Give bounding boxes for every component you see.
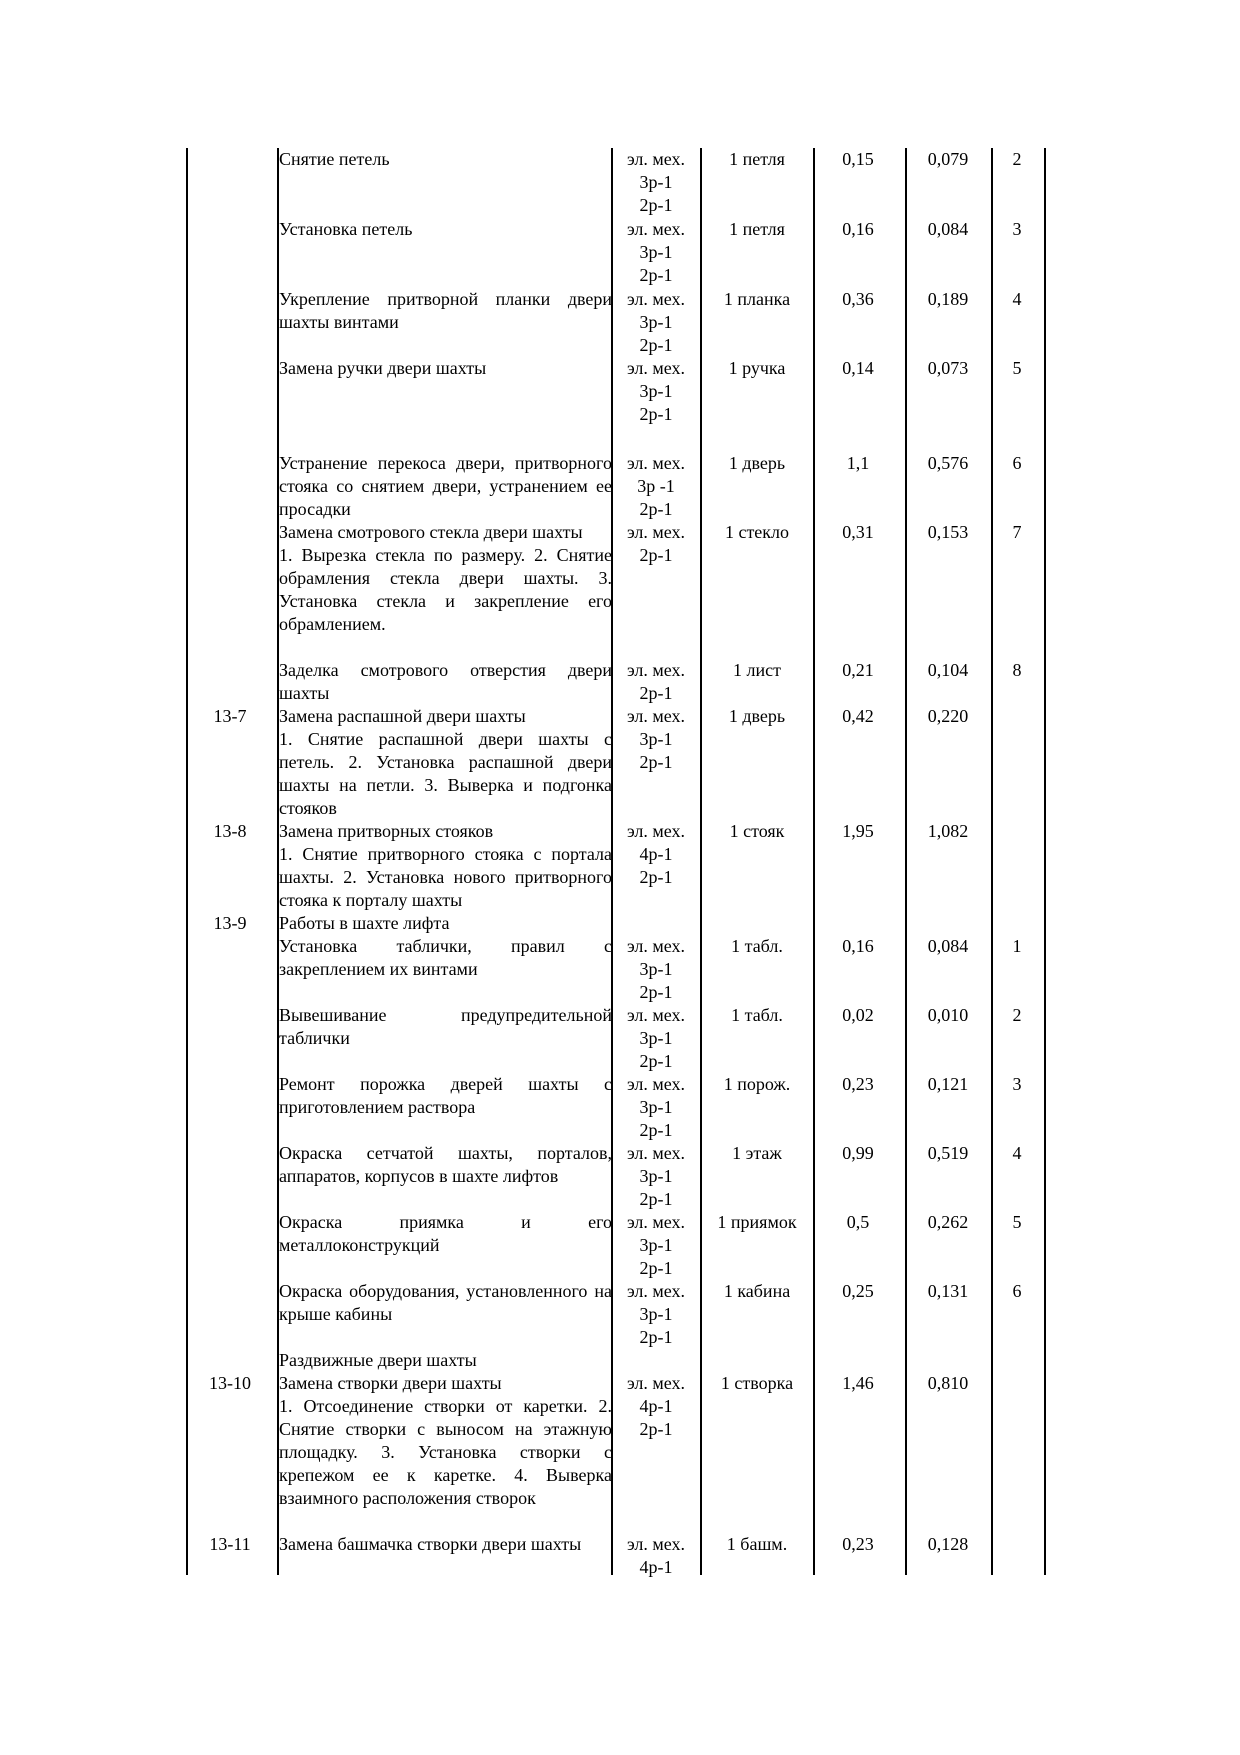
unit-of-measure: 1 планка [723, 289, 791, 309]
labor-norm-secondary: 0,121 [927, 1074, 969, 1094]
labor-norm: 1,46 [842, 1373, 874, 1393]
item-code: 13-7 [213, 706, 247, 726]
work-description: Ремонт порожка дверей шахты с приготовлением раствора [279, 1074, 612, 1117]
unit-of-measure: 1 дверь [728, 453, 786, 473]
labor-norm: 0,16 [842, 219, 874, 239]
labor-norm: 0,42 [842, 706, 874, 726]
unit-of-measure: 1 порож. [723, 1074, 791, 1094]
work-description: Замена смотрового стекла двери шахты 1. Вырезка стекла по размеру. 2. Снятие обрамления стекла двери шахты. 3. Установка стекла и закрепление его обрамлением. [279, 522, 612, 634]
labor-norm: 0,25 [842, 1281, 874, 1301]
work-description: Замена башмачка створки двери шахты [279, 1534, 582, 1554]
item-index: 1 [1012, 936, 1022, 956]
item-index: 8 [1012, 660, 1022, 680]
crew-composition: эл. мех. 4р-1 2р-1 [626, 821, 686, 887]
crew-composition: эл. мех. 3р-1 2р-1 [626, 289, 686, 355]
section-heading: Раздвижные двери шахты [279, 1350, 477, 1370]
unit-of-measure: 1 приямок [717, 1212, 797, 1232]
labor-norm-secondary: 0,084 [927, 936, 969, 956]
work-description: Окраска оборудования, установленного на крыше кабины [279, 1281, 612, 1324]
item-index: 6 [1012, 453, 1022, 473]
crew-composition: эл. мех. 3р-1 2р-1 [626, 1143, 686, 1209]
work-description: Окраска приямка и его металлоконструкций [279, 1212, 612, 1255]
crew-composition: эл. мех. 3р-1 2р-1 [626, 1005, 686, 1071]
labor-norm-secondary: 0,220 [927, 706, 969, 726]
item-index: 6 [1012, 1281, 1022, 1301]
work-description: Замена ручки двери шахты [279, 358, 487, 378]
work-description: Окраска сетчатой шахты, порталов, аппаратов, корпусов в шахте лифтов [279, 1143, 612, 1186]
unit-of-measure: 1 башм. [726, 1534, 788, 1554]
unit-of-measure: 1 стояк [729, 821, 785, 841]
labor-norm: 0,23 [842, 1534, 874, 1554]
crew-composition: эл. мех. 3р-1 2р-1 [626, 1281, 686, 1347]
item-index: 5 [1012, 358, 1022, 378]
crew-composition: эл. мех. 4р-1 2р-1 [626, 1373, 686, 1439]
work-description: Замена притворных стояков 1. Снятие притворного стояка с портала шахты. 2. Установка нового притворного стояка к порталу шахты [279, 821, 612, 910]
work-description: Установка петель [279, 219, 413, 239]
crew-composition: эл. мех. 3р-1 2р-1 [626, 1212, 686, 1278]
labor-norm-secondary: 0,810 [927, 1373, 969, 1393]
item-index: 3 [1012, 219, 1022, 239]
section-heading: Работы в шахте лифта [279, 913, 450, 933]
unit-of-measure: 1 стекло [724, 522, 790, 542]
labor-norm-secondary: 0,079 [927, 149, 969, 169]
labor-norm: 1,1 [846, 453, 870, 473]
item-code: 13-8 [213, 821, 247, 841]
crew-composition: эл. мех. 2р-1 [626, 522, 686, 565]
unit-of-measure: 1 табл. [731, 1005, 783, 1025]
labor-norm: 0,21 [842, 660, 874, 680]
work-description: Укрепление притворной планки двери шахты винтами [279, 289, 612, 332]
crew-composition: эл. мех. 4р-1 [626, 1534, 686, 1577]
work-description: Замена створки двери шахты 1. Отсоединение створки от каретки. 2. Снятие створки с выносом на этажную площадку. 3. Установка створки с крепежом ее к каретке. 4. Выверка взаимного расположения створок [279, 1373, 612, 1508]
unit-of-measure: 1 петля [729, 219, 785, 239]
item-code: 13-9 [213, 913, 247, 933]
item-code: 13-10 [209, 1373, 251, 1393]
crew-composition: эл. мех. 3р-1 2р-1 [626, 706, 686, 772]
work-description: Снятие петель [279, 149, 390, 169]
table-border-right [1044, 148, 1046, 1575]
unit-of-measure: 1 ручка [728, 358, 786, 378]
item-index: 2 [1012, 1005, 1022, 1025]
item-index: 3 [1012, 1074, 1022, 1094]
labor-norm: 0,15 [842, 149, 874, 169]
unit-of-measure: 1 кабина [723, 1281, 791, 1301]
labor-norm-secondary: 0,189 [927, 289, 969, 309]
crew-composition: эл. мех. 3р-1 2р-1 [626, 219, 686, 285]
unit-of-measure: 1 этаж [732, 1143, 782, 1163]
unit-of-measure: 1 створка [720, 1373, 794, 1393]
unit-of-measure: 1 дверь [728, 706, 786, 726]
labor-norm-secondary: 0,010 [927, 1005, 969, 1025]
labor-norm-secondary: 0,262 [927, 1212, 969, 1232]
unit-of-measure: 1 лист [733, 660, 781, 680]
labor-norm-secondary: 0,104 [927, 660, 969, 680]
crew-composition: эл. мех. 3р -1 2р-1 [626, 453, 686, 519]
labor-norm: 0,23 [842, 1074, 874, 1094]
crew-composition: эл. мех. 3р-1 2р-1 [626, 149, 686, 215]
labor-norm-secondary: 0,519 [927, 1143, 969, 1163]
item-index: 4 [1012, 289, 1022, 309]
item-index: 2 [1012, 149, 1022, 169]
unit-of-measure: 1 табл. [731, 936, 783, 956]
labor-norm-secondary: 0,084 [927, 219, 969, 239]
labor-norm-secondary: 0,576 [927, 453, 969, 473]
labor-norm-secondary: 0,131 [927, 1281, 969, 1301]
work-description: Установка таблички, правил с закреплением их винтами [279, 936, 612, 979]
item-code: 13-11 [209, 1534, 251, 1554]
crew-composition: эл. мех. 2р-1 [626, 660, 686, 703]
table-border-left [186, 148, 188, 1575]
work-description: Замена распашной двери шахты 1. Снятие распашной двери шахты с петель. 2. Установка распашной двери шахты на петли. 3. Выверка и подгонка стояков [279, 706, 612, 818]
crew-composition: эл. мех. 3р-1 2р-1 [626, 1074, 686, 1140]
labor-norm-secondary: 1,082 [927, 821, 969, 841]
item-index: 7 [1012, 522, 1022, 542]
labor-norm: 0,02 [842, 1005, 874, 1025]
crew-composition: эл. мех. 3р-1 2р-1 [626, 358, 686, 424]
work-description: Заделка смотрового отверстия двери шахты [279, 660, 612, 703]
labor-norm: 0,16 [842, 936, 874, 956]
item-index: 5 [1012, 1212, 1022, 1232]
labor-norm: 0,36 [842, 289, 874, 309]
crew-composition: эл. мех. 3р-1 2р-1 [626, 936, 686, 1002]
labor-norm-secondary: 0,128 [927, 1534, 969, 1554]
unit-of-measure: 1 петля [729, 149, 785, 169]
work-description: Устранение перекоса двери, притворного стояка со снятием двери, устранением ее просадки [279, 453, 612, 519]
labor-norm-secondary: 0,153 [927, 522, 969, 542]
labor-norm: 0,99 [842, 1143, 874, 1163]
labor-norm-secondary: 0,073 [927, 358, 969, 378]
item-index: 4 [1012, 1143, 1022, 1163]
work-description: Вывешивание предупредительной таблички [279, 1005, 612, 1048]
labor-norm: 1,95 [842, 821, 874, 841]
labor-norm: 0,31 [842, 522, 874, 542]
labor-norm: 0,5 [846, 1212, 870, 1232]
labor-norm: 0,14 [842, 358, 874, 378]
